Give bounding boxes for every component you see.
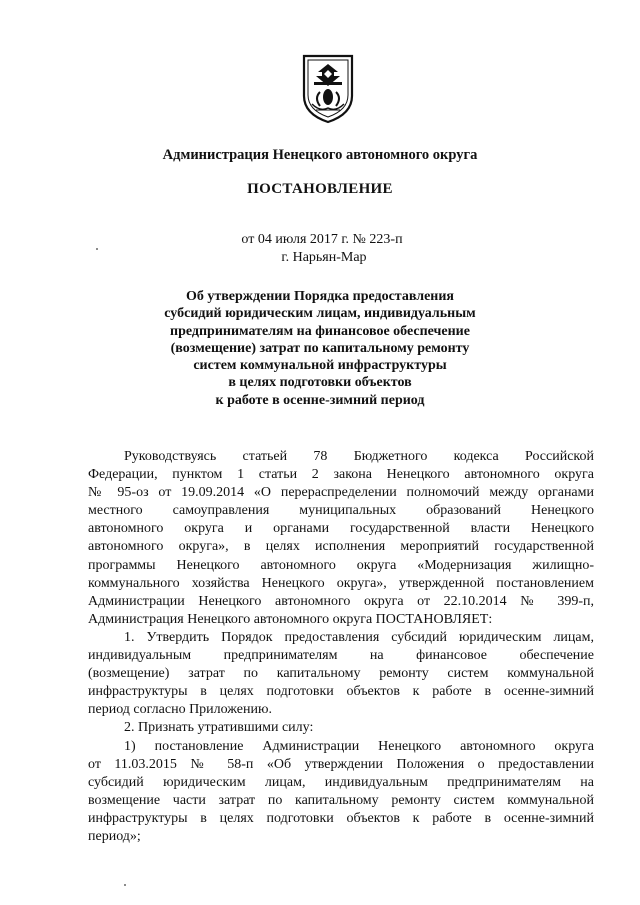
text-line: автономного округа и органами государственной власти Ненецкого (88, 521, 594, 537)
text-line: Администрации Ненецкого автономного округа от 22.10.2014 № 399-п, (88, 593, 594, 609)
text-line: 1) постановление Администрации Ненецкого автономного округа (124, 738, 594, 754)
text-line: коммунального хозяйства Ненецкого округа», утвержденной постановлением (88, 575, 594, 591)
text-line: (возмещение) затрат по капитальному ремонту систем коммунальной (88, 666, 594, 682)
text-line: субсидий юридическим лицам, индивидуальным предпринимателям на (88, 774, 594, 790)
text-line: от 11.03.2015 № 58-п «Об утверждении Положения о предоставлении (88, 756, 594, 772)
text-line: Руководствуясь статьей 78 Бюджетного кодекса Российской (124, 449, 594, 464)
subject-line: к работе в осенне-зимний период (215, 392, 425, 408)
item-1-paragraph (88, 629, 594, 719)
text-line: инфраструктуры в целях подготовки объектов к работе в осенне-зимний (88, 810, 594, 826)
document-date-number: от 04 июля 2017 г. № 223-п (241, 232, 403, 247)
text-line: 1. Утвердить Порядок предоставления субсидий юридическим лицам, (124, 629, 594, 645)
subject-line: (возмещение) затрат по капитальному ремонту (170, 340, 470, 356)
nao-coat-of-arms-icon (300, 52, 356, 124)
text-line: возмещение части затрат по капитальному ремонту систем коммунальной (88, 792, 594, 808)
subject-line: в целях подготовки объектов (228, 375, 412, 391)
subject-line: предпринимателям на финансовое обеспечение (170, 323, 470, 339)
text-line: № 95-оз от 19.09.2014 «О перераспределении полномочий между органами (88, 485, 594, 501)
text-line: инфраструктуры в целях подготовки объектов к работе в осенне-зимний (88, 684, 594, 700)
item-2-1-paragraph (88, 738, 594, 847)
document-city: г. Нарьян-Мар (281, 250, 367, 265)
document-body (88, 448, 594, 846)
text-line: период»; (88, 828, 141, 844)
text-line: период согласно Приложению. (88, 702, 272, 718)
text-line: Администрация Ненецкого автономного округа ПОСТАНОВЛЯЕТ: (88, 611, 493, 627)
item-2-paragraph (88, 719, 594, 737)
organization-title: Администрация Ненецкого автономного округа (162, 147, 478, 163)
text-line: 2. Признать утратившими силу: (124, 720, 314, 736)
subject-line: Об утверждении Порядка предоставления (185, 289, 455, 304)
text-line: программы Ненецкого автономного округа «Модернизация жилищно- (88, 557, 594, 573)
scan-speck (96, 248, 98, 250)
subject-line: субсидий юридическим лицам, индивидуальным (164, 306, 476, 322)
document-type: ПОСТАНОВЛЕНИЕ (247, 181, 393, 197)
text-line: индивидуальным предпринимателям на финансовое обеспечение (88, 648, 594, 664)
text-line: местного самоуправления муниципальных образований Ненецкого (88, 503, 594, 519)
document-subject (0, 288, 640, 409)
text-line: Федерации, пунктом 1 статьи 2 закона Ненецкого автономного округа (88, 467, 594, 483)
text-line: автономного округа», в целях исполнения мероприятий государственной (88, 539, 594, 555)
subject-line: систем коммунальной инфраструктуры (193, 358, 447, 374)
scan-speck (124, 884, 126, 886)
preamble-paragraph (88, 448, 594, 629)
